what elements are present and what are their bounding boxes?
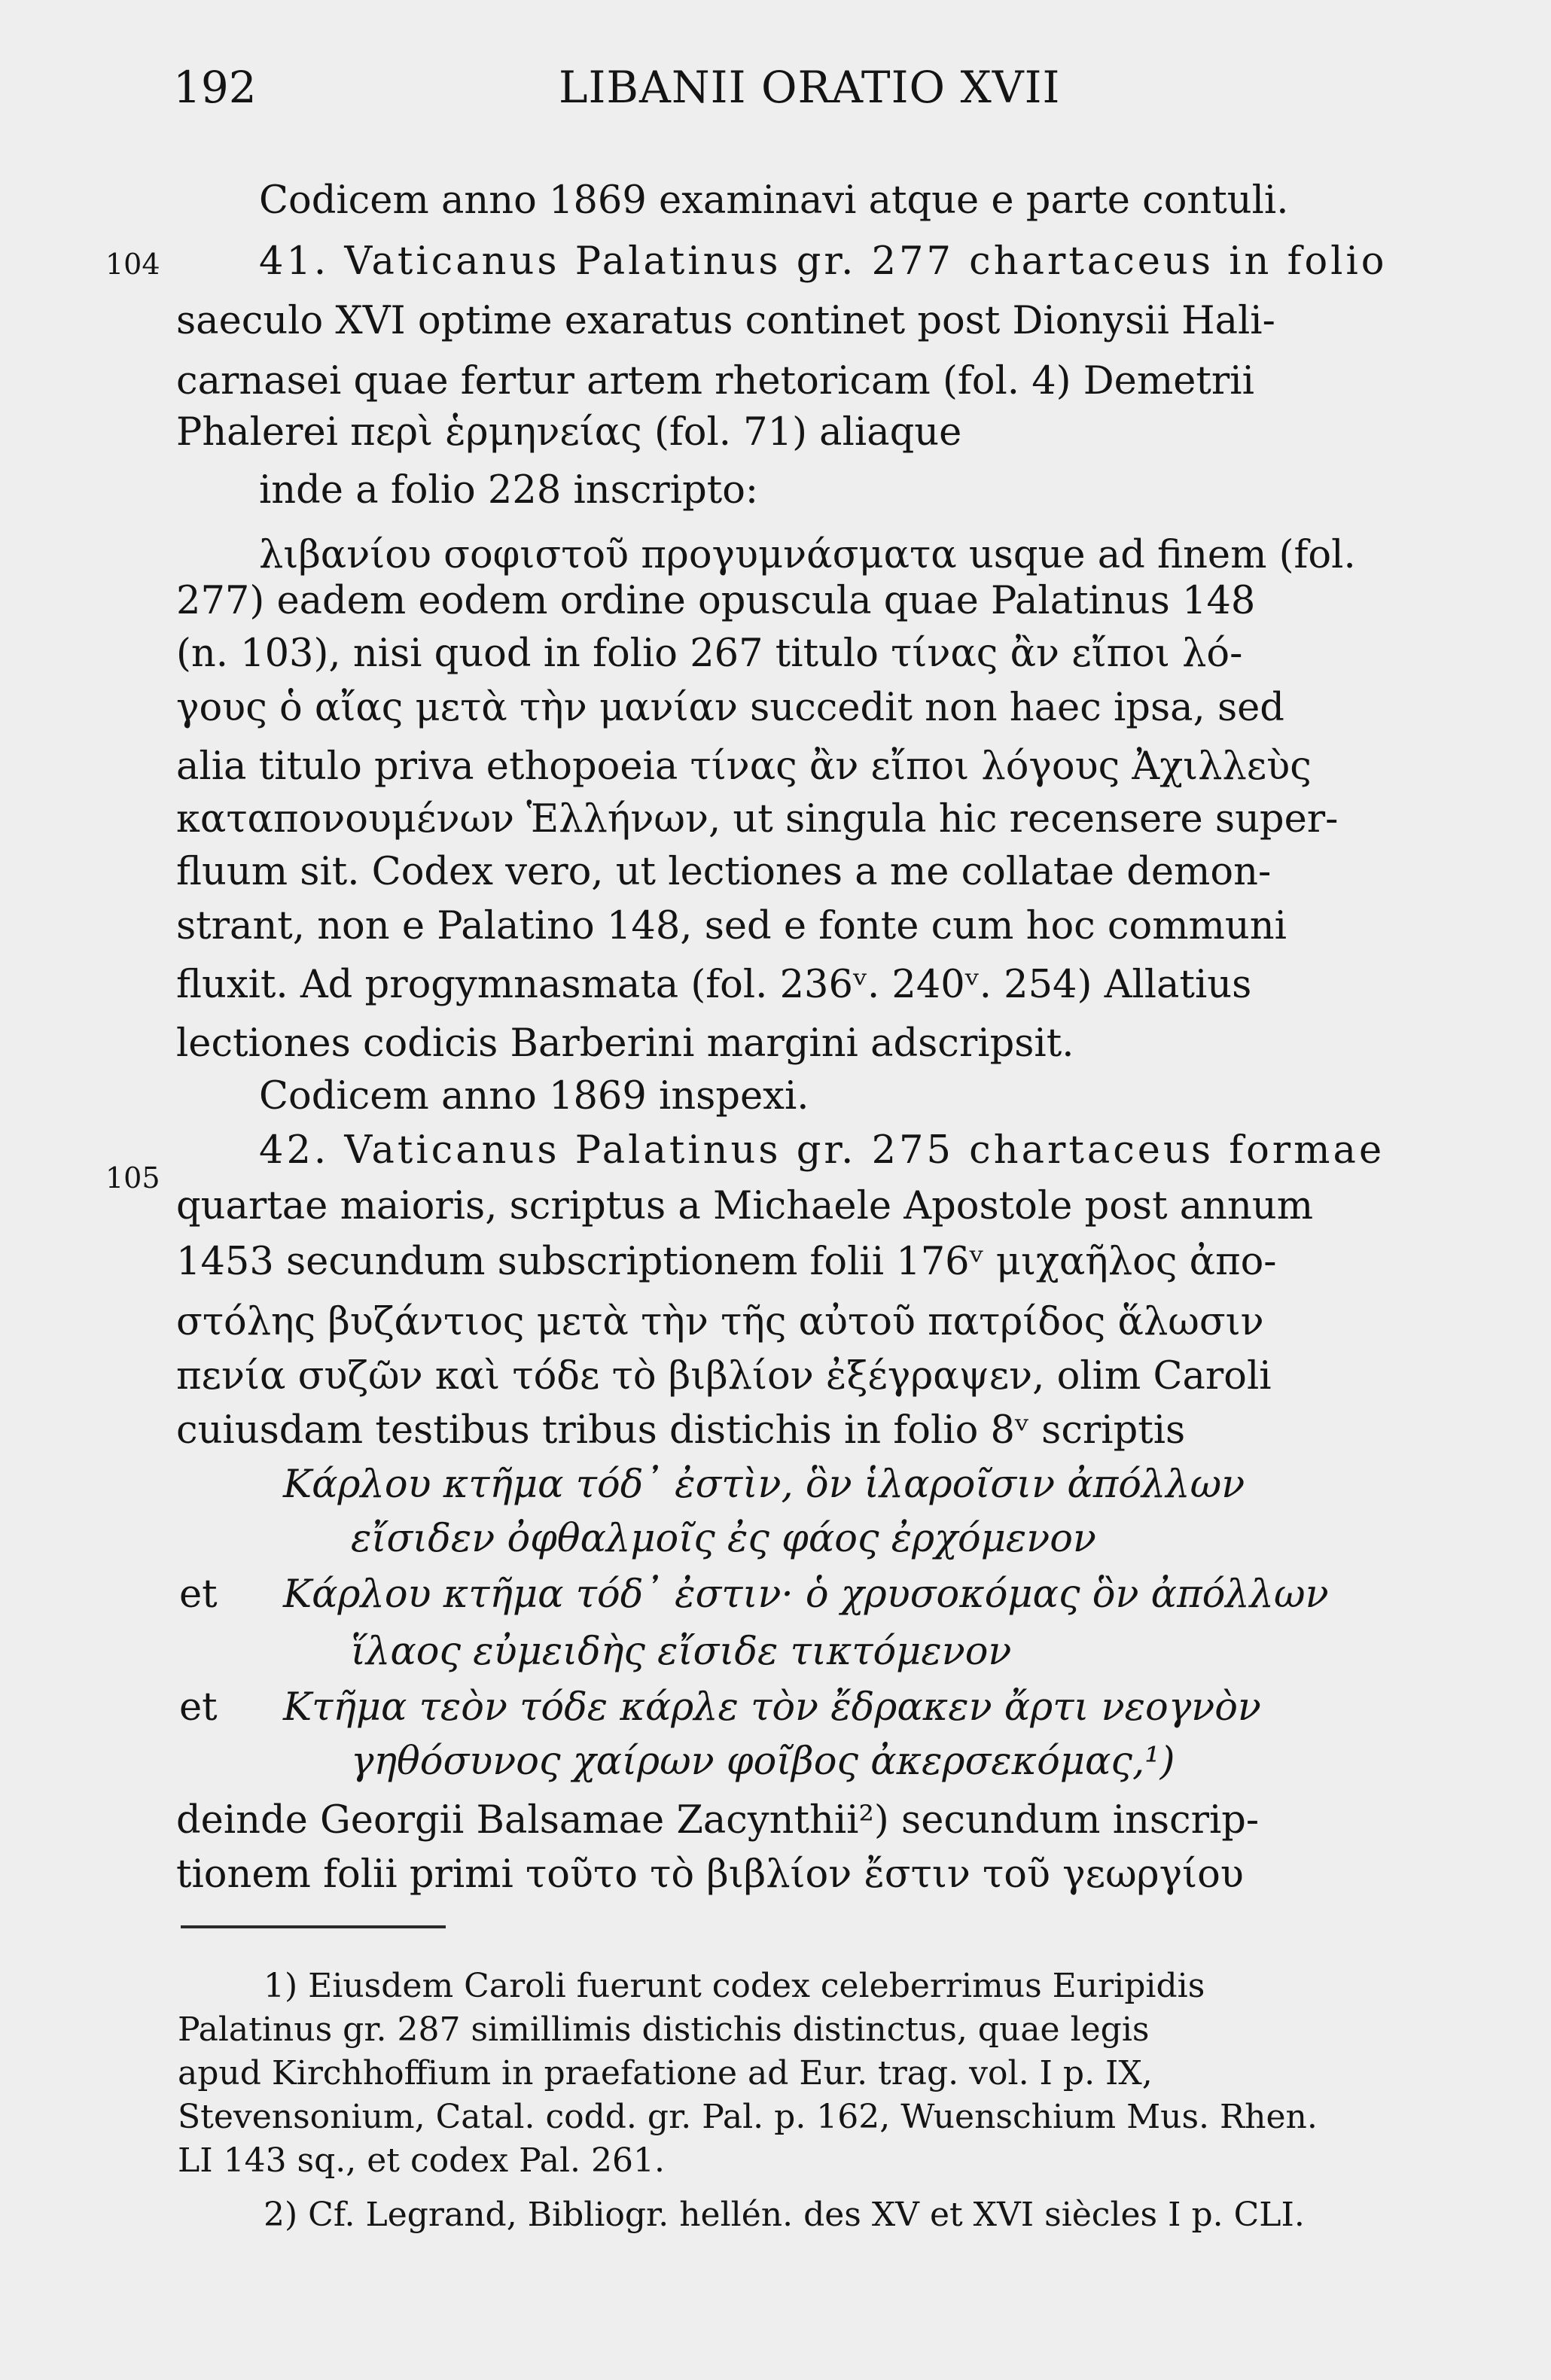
body-line: carnasei quae fertur artem rhetoricam (fol. 4) Demetrii	[176, 359, 1254, 403]
body-line: deinde Georgii Balsamae Zacynthii²) secundum inscrip-	[176, 1798, 1260, 1843]
running-title: LIBANII ORATIO XVII	[559, 62, 1061, 113]
body-line: (n. 103), nisi quod in folio 267 titulo τίνας ἂν εἴποι λό-	[176, 632, 1243, 676]
body-line: strant, non e Palatino 148, sed e fonte cum hoc communi	[176, 904, 1287, 948]
body-line: lectiones codicis Barberini margini adscripsit.	[176, 1021, 1074, 1066]
conjunction-et: et	[179, 1685, 218, 1730]
body-line: quartae maioris, scriptus a Michaele Apostole post annum	[176, 1184, 1314, 1228]
footnote-line: Stevensonium, Catal. codd. gr. Pal. p. 162, Wuenschium Mus. Rhen.	[178, 2098, 1318, 2136]
footnote-line: Palatinus gr. 287 simillimis distichis distinctus, quae legis	[178, 2010, 1150, 2049]
conjunction-et: et	[179, 1572, 218, 1617]
body-line: tionem folii primi τοῦτο τὸ βιβλίον ἔστιν τοῦ γεωργίου	[176, 1852, 1244, 1897]
body-line: cuiusdam testibus tribus distichis in folio 8ᵛ scriptis	[176, 1408, 1186, 1453]
verse-line: εἴσιδεν ὀφθαλμοῖς ἐς φάος ἐρχόμενον	[351, 1517, 1096, 1561]
verse-line: Κάρλου κτῆμα τόδ᾽ ἐστιν· ὁ χρυσοκόμας ὃν ἀπόλλων	[283, 1572, 1329, 1617]
footnote-line: 2) Cf. Legrand, Bibliogr. hellén. des XV et XVI siècles I p. CLI.	[264, 2196, 1305, 2234]
verse-line: Κάρλου κτῆμα τόδ᾽ ἐστὶν, ὃν ἱλαροῖσιν ἀπόλλων	[283, 1462, 1245, 1507]
page-number: 192	[173, 62, 257, 113]
body-line: στόλης βυζάντιος μετὰ τὴν τῆς αὐτοῦ πατρίδος ἅλωσιν	[176, 1300, 1264, 1344]
body-line: 277) eadem eodem ordine opuscula quae Palatinus 148	[176, 579, 1256, 623]
footnote-line: apud Kirchhoffium in praefatione ad Eur. trag. vol. I p. IX,	[178, 2054, 1153, 2092]
body-line: λιβανίου σοφιστοῦ προγυμνάσματα usque ad finem (fol.	[259, 533, 1356, 577]
body-line: fluxit. Ad progymnasmata (fol. 236ᵛ. 240ᵛ. 254) Allatius	[176, 963, 1252, 1007]
body-line: Phalerei περὶ ἑρμηνείας (fol. 71) aliaque	[176, 410, 962, 455]
body-line: fluum sit. Codex vero, ut lectiones a me collatae demon-	[176, 850, 1272, 894]
footnote-line: 1) Eiusdem Caroli fuerunt codex celeberrimus Euripidis	[264, 1967, 1205, 2005]
body-line: 41. Vaticanus Palatinus gr. 277 chartaceus in folio	[259, 239, 1388, 284]
body-line: 42. Vaticanus Palatinus gr. 275 chartaceus formae	[259, 1128, 1385, 1173]
footnote-line: LI 143 sq., et codex Pal. 261.	[178, 2141, 665, 2180]
body-line: γους ὁ αἴας μετὰ τὴν μανίαν succedit non haec ipsa, sed	[176, 686, 1284, 730]
body-line: 1453 secundum subscriptionem folii 176ᵛ μιχαῆλος ἀπο-	[176, 1240, 1277, 1284]
margin-number-104: 104	[105, 248, 160, 281]
body-line: saeculo XVI optime exaratus continet post Dionysii Hali-	[176, 299, 1275, 343]
body-line: alia titulo priva ethopoeia τίνας ἂν εἴποι λόγους Ἀχιλλεὺς	[176, 744, 1312, 789]
body-line: Codicem anno 1869 examinavi atque e parte contuli.	[259, 178, 1289, 223]
verse-line: ἵλαος εὐμειδὴς εἴσιδε τικτόμενον	[351, 1630, 1012, 1674]
margin-number-105: 105	[105, 1161, 160, 1195]
body-line: καταπονουμένων Ἑλλήνων, ut singula hic recensere super-	[176, 797, 1339, 842]
body-line: inde a folio 228 inscripto:	[259, 468, 759, 513]
body-line: πενία συζῶν καὶ τόδε τὸ βιβλίον ἐξέγραψεν, olim Caroli	[176, 1354, 1272, 1398]
verse-line: γηθόσυνος χαίρων φοῖβος ἀκερσεκόμας,¹)	[351, 1739, 1175, 1784]
verse-line: Κτῆμα τεὸν τόδε κάρλε τὸν ἔδρακεν ἄρτι νεογνὸν	[283, 1685, 1261, 1730]
footnote-rule	[181, 1925, 446, 1928]
body-line: Codicem anno 1869 inspexi.	[259, 1074, 809, 1118]
